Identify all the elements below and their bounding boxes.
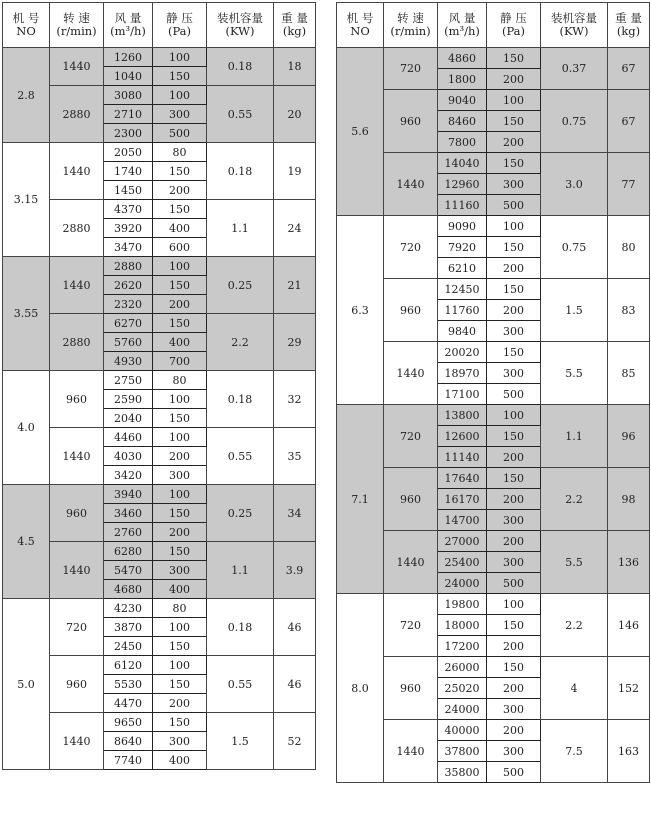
table-row xyxy=(3,713,316,732)
flow-cell: 8640 xyxy=(104,732,153,751)
weight-cell: 146 xyxy=(608,594,650,657)
pressure-cell: 150 xyxy=(153,276,207,295)
flow-cell: 2880 xyxy=(104,257,153,276)
header-pressure-line: 静 压 xyxy=(166,11,193,25)
power-cell: 2.2 xyxy=(541,594,608,657)
pressure-cell: 100 xyxy=(153,618,207,637)
header-no-line: NO xyxy=(16,24,36,38)
power-cell: 4 xyxy=(541,657,608,720)
power-cell: 1.5 xyxy=(207,713,274,770)
table-row xyxy=(337,342,650,363)
flow-cell: 7800 xyxy=(438,132,487,153)
power-cell: 0.18 xyxy=(207,143,274,200)
pressure-cell: 200 xyxy=(487,489,541,510)
speed-cell: 960 xyxy=(384,468,438,531)
weight-cell: 21 xyxy=(274,257,316,314)
weight-cell: 136 xyxy=(608,531,650,594)
pressure-cell: 300 xyxy=(487,510,541,531)
pressure-cell: 150 xyxy=(153,542,207,561)
flow-cell: 17100 xyxy=(438,384,487,405)
speed-cell: 960 xyxy=(50,371,104,428)
pressure-cell: 150 xyxy=(487,615,541,636)
flow-cell: 3460 xyxy=(104,504,153,523)
pressure-cell: 200 xyxy=(487,300,541,321)
speed-cell: 2880 xyxy=(50,200,104,257)
flow-cell: 9090 xyxy=(438,216,487,237)
model-no-cell: 2.8 xyxy=(3,48,50,143)
weight-cell: 46 xyxy=(274,656,316,713)
model-no-cell: 8.0 xyxy=(337,594,384,783)
flow-cell: 4370 xyxy=(104,200,153,219)
header-speed xyxy=(384,3,438,48)
flow-cell: 3870 xyxy=(104,618,153,637)
pressure-cell: 300 xyxy=(487,363,541,384)
power-cell: 0.18 xyxy=(207,48,274,86)
header-row xyxy=(3,3,316,48)
pressure-cell: 400 xyxy=(153,333,207,352)
header-flow-line: 风 量 xyxy=(114,11,142,25)
pressure-cell: 700 xyxy=(153,352,207,371)
pressure-cell: 150 xyxy=(487,657,541,678)
power-cell: 0.37 xyxy=(541,48,608,90)
flow-cell: 5470 xyxy=(104,561,153,580)
table-row xyxy=(3,542,316,561)
pressure-cell: 500 xyxy=(153,124,207,143)
weight-cell: 67 xyxy=(608,48,650,90)
pressure-cell: 300 xyxy=(153,105,207,124)
pressure-cell: 150 xyxy=(153,713,207,732)
flow-cell: 9650 xyxy=(104,713,153,732)
pressure-cell: 500 xyxy=(487,573,541,594)
flow-cell: 4470 xyxy=(104,694,153,713)
flow-cell: 3080 xyxy=(104,86,153,105)
pressure-cell: 500 xyxy=(487,762,541,783)
table-row xyxy=(337,216,650,237)
pressure-cell: 200 xyxy=(487,678,541,699)
flow-cell: 13800 xyxy=(438,405,487,426)
header-power xyxy=(541,3,608,48)
speed-cell: 1440 xyxy=(50,713,104,770)
pressure-cell: 200 xyxy=(153,295,207,314)
pressure-cell: 150 xyxy=(153,67,207,86)
header-pressure xyxy=(487,3,541,48)
flow-cell: 2050 xyxy=(104,143,153,162)
table-row xyxy=(337,153,650,174)
flow-cell: 17200 xyxy=(438,636,487,657)
weight-cell: 3.9 xyxy=(274,542,316,599)
power-cell: 1.1 xyxy=(541,405,608,468)
flow-cell: 7920 xyxy=(438,237,487,258)
model-no-cell: 7.1 xyxy=(337,405,384,594)
header-flow xyxy=(104,3,153,48)
weight-cell: 52 xyxy=(274,713,316,770)
pressure-cell: 200 xyxy=(487,258,541,279)
speed-cell: 720 xyxy=(384,405,438,468)
flow-cell: 16170 xyxy=(438,489,487,510)
pressure-cell: 100 xyxy=(487,216,541,237)
flow-cell: 1040 xyxy=(104,67,153,86)
header-speed-line: 转 速 xyxy=(63,11,90,25)
speed-cell: 1440 xyxy=(50,48,104,86)
weight-cell: 80 xyxy=(608,216,650,279)
flow-cell: 6210 xyxy=(438,258,487,279)
header-no xyxy=(337,3,384,48)
flow-cell: 8460 xyxy=(438,111,487,132)
table-row xyxy=(337,720,650,741)
flow-cell: 1450 xyxy=(104,181,153,200)
table-row xyxy=(3,314,316,333)
pressure-cell: 200 xyxy=(153,181,207,200)
header-pressure xyxy=(153,3,207,48)
pressure-cell: 150 xyxy=(153,409,207,428)
header-no-line: NO xyxy=(350,24,370,38)
power-cell: 3.0 xyxy=(541,153,608,216)
header-weight-line: 重 量 xyxy=(281,11,308,25)
flow-cell: 40000 xyxy=(438,720,487,741)
flow-cell: 3920 xyxy=(104,219,153,238)
header-flow-line: (m³/h) xyxy=(444,24,480,38)
table-row xyxy=(337,531,650,552)
pressure-cell: 200 xyxy=(487,636,541,657)
flow-cell: 35800 xyxy=(438,762,487,783)
header-speed-line: 转 速 xyxy=(397,11,424,25)
flow-cell: 19800 xyxy=(438,594,487,615)
speed-cell: 720 xyxy=(384,594,438,657)
header-speed-line: (r/min) xyxy=(390,24,431,38)
power-cell: 0.55 xyxy=(207,428,274,485)
pressure-cell: 150 xyxy=(153,504,207,523)
header-speed xyxy=(50,3,104,48)
model-no-cell: 6.3 xyxy=(337,216,384,405)
table-row xyxy=(337,405,650,426)
speed-cell: 720 xyxy=(384,48,438,90)
weight-cell: 24 xyxy=(274,200,316,257)
fan-table-right xyxy=(336,2,650,783)
weight-cell: 96 xyxy=(608,405,650,468)
header-weight xyxy=(274,3,316,48)
model-no-cell: 4.0 xyxy=(3,371,50,485)
table-body xyxy=(3,48,316,770)
pressure-cell: 150 xyxy=(487,237,541,258)
table-row xyxy=(3,48,316,67)
weight-cell: 20 xyxy=(274,86,316,143)
table-row xyxy=(3,200,316,219)
header-weight-line: (kg) xyxy=(282,24,307,38)
weight-cell: 67 xyxy=(608,90,650,153)
table-row xyxy=(3,428,316,447)
pressure-cell: 200 xyxy=(487,720,541,741)
flow-cell: 14040 xyxy=(438,153,487,174)
power-cell: 0.55 xyxy=(207,656,274,713)
header-speed-line: (r/min) xyxy=(56,24,97,38)
power-cell: 0.18 xyxy=(207,371,274,428)
pressure-cell: 400 xyxy=(153,219,207,238)
speed-cell: 2880 xyxy=(50,86,104,143)
header-weight-line: 重 量 xyxy=(615,11,642,25)
weight-cell: 29 xyxy=(274,314,316,371)
pressure-cell: 200 xyxy=(487,447,541,468)
pressure-cell: 400 xyxy=(153,751,207,770)
pressure-cell: 200 xyxy=(487,132,541,153)
flow-cell: 26000 xyxy=(438,657,487,678)
speed-cell: 960 xyxy=(384,657,438,720)
pressure-cell: 80 xyxy=(153,599,207,618)
power-cell: 1.5 xyxy=(541,279,608,342)
table-row xyxy=(337,90,650,111)
model-no-cell: 5.0 xyxy=(3,599,50,770)
header-power-line: 装机容量 xyxy=(551,11,597,25)
flow-cell: 14700 xyxy=(438,510,487,531)
pressure-cell: 500 xyxy=(487,195,541,216)
power-cell: 1.1 xyxy=(207,200,274,257)
pressure-cell: 100 xyxy=(153,656,207,675)
flow-cell: 6280 xyxy=(104,542,153,561)
power-cell: 7.5 xyxy=(541,720,608,783)
weight-cell: 35 xyxy=(274,428,316,485)
table-row xyxy=(337,657,650,678)
flow-cell: 4460 xyxy=(104,428,153,447)
model-no-cell: 4.5 xyxy=(3,485,50,599)
header-weight-line: (kg) xyxy=(616,24,641,38)
table-row xyxy=(3,599,316,618)
pressure-cell: 300 xyxy=(487,699,541,720)
speed-cell: 720 xyxy=(50,599,104,656)
flow-cell: 11760 xyxy=(438,300,487,321)
flow-cell: 3470 xyxy=(104,238,153,257)
table-row xyxy=(3,257,316,276)
pressure-cell: 500 xyxy=(487,384,541,405)
flow-cell: 6270 xyxy=(104,314,153,333)
flow-cell: 6120 xyxy=(104,656,153,675)
pressure-cell: 150 xyxy=(153,314,207,333)
pressure-cell: 600 xyxy=(153,238,207,257)
flow-cell: 1740 xyxy=(104,162,153,181)
model-no-cell: 5.6 xyxy=(337,48,384,216)
flow-cell: 27000 xyxy=(438,531,487,552)
weight-cell: 83 xyxy=(608,279,650,342)
pressure-cell: 100 xyxy=(487,90,541,111)
table-row xyxy=(337,468,650,489)
pressure-cell: 150 xyxy=(487,426,541,447)
flow-cell: 4230 xyxy=(104,599,153,618)
pressure-cell: 200 xyxy=(153,694,207,713)
flow-cell: 2620 xyxy=(104,276,153,295)
header-no-line: 机 号 xyxy=(12,11,40,25)
flow-cell: 1260 xyxy=(104,48,153,67)
pressure-cell: 100 xyxy=(153,390,207,409)
power-cell: 0.55 xyxy=(207,86,274,143)
table-row xyxy=(3,371,316,390)
table-row xyxy=(337,279,650,300)
speed-cell: 1440 xyxy=(50,542,104,599)
table-body xyxy=(337,48,650,783)
pressure-cell: 150 xyxy=(487,48,541,69)
power-cell: 0.18 xyxy=(207,599,274,656)
speed-cell: 2880 xyxy=(50,314,104,371)
pressure-cell: 100 xyxy=(487,405,541,426)
flow-cell: 12960 xyxy=(438,174,487,195)
flow-cell: 37800 xyxy=(438,741,487,762)
model-no-cell: 3.15 xyxy=(3,143,50,257)
weight-cell: 77 xyxy=(608,153,650,216)
speed-cell: 1440 xyxy=(50,143,104,200)
flow-cell: 18970 xyxy=(438,363,487,384)
weight-cell: 34 xyxy=(274,485,316,542)
header-no-line: 机 号 xyxy=(346,11,374,25)
speed-cell: 960 xyxy=(384,279,438,342)
header-row xyxy=(337,3,650,48)
pressure-cell: 300 xyxy=(153,732,207,751)
pressure-cell: 300 xyxy=(153,561,207,580)
pressure-cell: 100 xyxy=(153,48,207,67)
weight-cell: 85 xyxy=(608,342,650,405)
pressure-cell: 100 xyxy=(153,428,207,447)
flow-cell: 11140 xyxy=(438,447,487,468)
pressure-cell: 300 xyxy=(487,741,541,762)
pressure-cell: 400 xyxy=(153,580,207,599)
pressure-cell: 150 xyxy=(487,342,541,363)
power-cell: 5.5 xyxy=(541,342,608,405)
pressure-cell: 200 xyxy=(153,523,207,542)
speed-cell: 1440 xyxy=(384,531,438,594)
pressure-cell: 150 xyxy=(153,162,207,181)
flow-cell: 3420 xyxy=(104,466,153,485)
header-power-line: 装机容量 xyxy=(217,11,263,25)
weight-cell: 32 xyxy=(274,371,316,428)
pressure-cell: 300 xyxy=(487,174,541,195)
flow-cell: 4680 xyxy=(104,580,153,599)
pressure-cell: 200 xyxy=(487,531,541,552)
speed-cell: 960 xyxy=(384,90,438,153)
flow-cell: 5530 xyxy=(104,675,153,694)
pressure-cell: 100 xyxy=(153,485,207,504)
flow-cell: 9840 xyxy=(438,321,487,342)
flow-cell: 2710 xyxy=(104,105,153,124)
table-row xyxy=(337,48,650,69)
table-row xyxy=(337,594,650,615)
speed-cell: 1440 xyxy=(384,342,438,405)
pressure-cell: 150 xyxy=(153,200,207,219)
weight-cell: 18 xyxy=(274,48,316,86)
flow-cell: 3940 xyxy=(104,485,153,504)
header-flow-line: (m³/h) xyxy=(110,24,146,38)
speed-cell: 1440 xyxy=(50,257,104,314)
flow-cell: 2590 xyxy=(104,390,153,409)
pressure-cell: 300 xyxy=(153,466,207,485)
flow-cell: 25020 xyxy=(438,678,487,699)
flow-cell: 25400 xyxy=(438,552,487,573)
flow-cell: 2450 xyxy=(104,637,153,656)
table-row xyxy=(3,86,316,105)
speed-cell: 720 xyxy=(384,216,438,279)
speed-cell: 1440 xyxy=(384,153,438,216)
flow-cell: 2750 xyxy=(104,371,153,390)
flow-cell: 5760 xyxy=(104,333,153,352)
flow-cell: 18000 xyxy=(438,615,487,636)
table-row xyxy=(3,143,316,162)
flow-cell: 9040 xyxy=(438,90,487,111)
flow-cell: 20020 xyxy=(438,342,487,363)
flow-cell: 12600 xyxy=(438,426,487,447)
pressure-cell: 200 xyxy=(153,447,207,466)
header-weight xyxy=(608,3,650,48)
pressure-cell: 300 xyxy=(487,552,541,573)
flow-cell: 4030 xyxy=(104,447,153,466)
flow-cell: 24000 xyxy=(438,699,487,720)
pressure-cell: 150 xyxy=(153,675,207,694)
weight-cell: 163 xyxy=(608,720,650,783)
flow-cell: 24000 xyxy=(438,573,487,594)
flow-cell: 12450 xyxy=(438,279,487,300)
pressure-cell: 150 xyxy=(487,279,541,300)
flow-cell: 2040 xyxy=(104,409,153,428)
speed-cell: 1440 xyxy=(384,720,438,783)
pressure-cell: 80 xyxy=(153,143,207,162)
pressure-cell: 150 xyxy=(487,153,541,174)
power-cell: 0.75 xyxy=(541,90,608,153)
flow-cell: 17640 xyxy=(438,468,487,489)
header-power-line: (KW) xyxy=(225,24,255,38)
speed-cell: 1440 xyxy=(50,428,104,485)
power-cell: 5.5 xyxy=(541,531,608,594)
flow-cell: 4930 xyxy=(104,352,153,371)
pressure-cell: 100 xyxy=(487,594,541,615)
power-cell: 1.1 xyxy=(207,542,274,599)
pressure-cell: 100 xyxy=(153,86,207,105)
pressure-cell: 150 xyxy=(487,468,541,489)
pressure-cell: 100 xyxy=(153,257,207,276)
pressure-cell: 150 xyxy=(153,637,207,656)
header-pressure-line: 静 压 xyxy=(500,11,527,25)
table-row xyxy=(3,656,316,675)
table-row xyxy=(3,485,316,504)
header-no xyxy=(3,3,50,48)
pressure-cell: 80 xyxy=(153,371,207,390)
weight-cell: 98 xyxy=(608,468,650,531)
power-cell: 2.2 xyxy=(207,314,274,371)
speed-cell: 960 xyxy=(50,656,104,713)
header-flow xyxy=(438,3,487,48)
flow-cell: 1800 xyxy=(438,69,487,90)
pressure-cell: 150 xyxy=(487,111,541,132)
flow-cell: 4860 xyxy=(438,48,487,69)
header-flow-line: 风 量 xyxy=(448,11,476,25)
power-cell: 0.75 xyxy=(541,216,608,279)
flow-cell: 2300 xyxy=(104,124,153,143)
pressure-cell: 200 xyxy=(487,69,541,90)
flow-cell: 11160 xyxy=(438,195,487,216)
weight-cell: 46 xyxy=(274,599,316,656)
power-cell: 0.25 xyxy=(207,485,274,542)
model-no-cell: 3.55 xyxy=(3,257,50,371)
flow-cell: 7740 xyxy=(104,751,153,770)
header-pressure-line: (Pa) xyxy=(501,24,526,38)
header-power-line: (KW) xyxy=(559,24,589,38)
power-cell: 2.2 xyxy=(541,468,608,531)
speed-cell: 960 xyxy=(50,485,104,542)
flow-cell: 2760 xyxy=(104,523,153,542)
fan-table-left xyxy=(2,2,316,770)
header-power xyxy=(207,3,274,48)
power-cell: 0.25 xyxy=(207,257,274,314)
weight-cell: 152 xyxy=(608,657,650,720)
weight-cell: 19 xyxy=(274,143,316,200)
flow-cell: 2320 xyxy=(104,295,153,314)
pressure-cell: 300 xyxy=(487,321,541,342)
header-pressure-line: (Pa) xyxy=(167,24,192,38)
